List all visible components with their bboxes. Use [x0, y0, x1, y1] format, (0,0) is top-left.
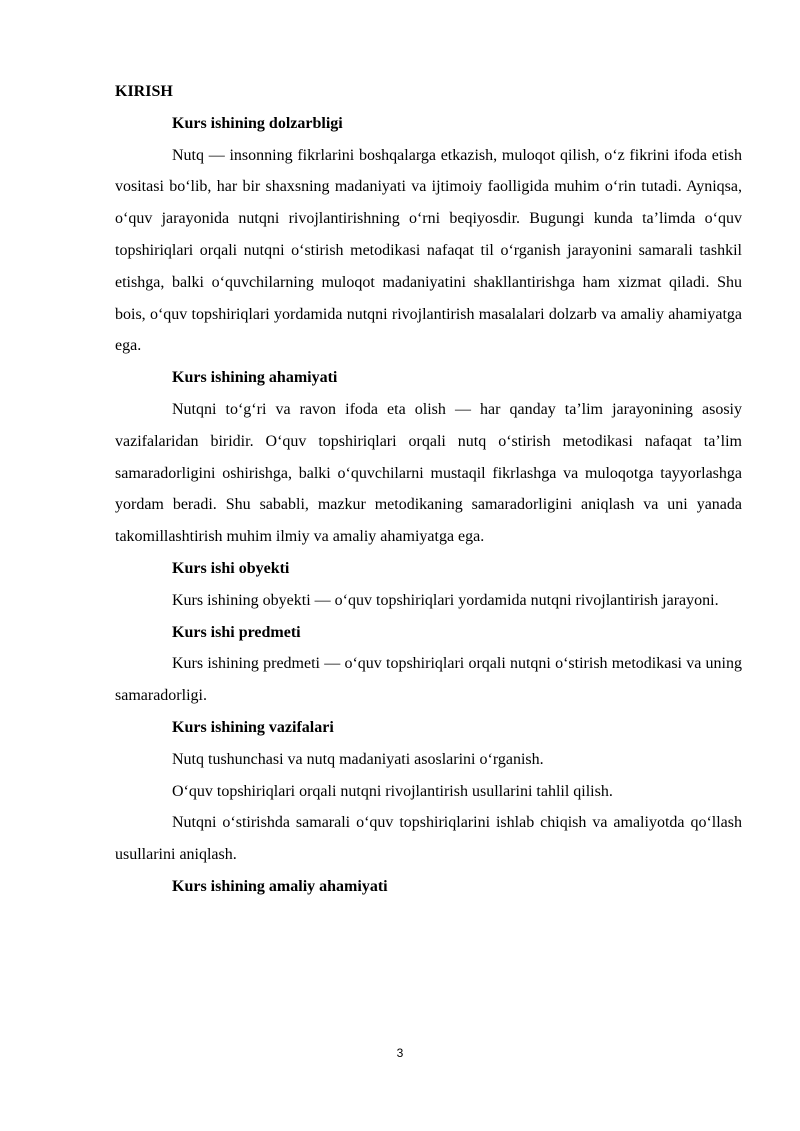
- paragraph-dolzarbligi: Nutq — insonning fikrlarini boshqalarga etkazish, muloqot qilish, o‘z fikrini ifoda etish vositasi bo‘lib, har bir shaxsning madaniyati va ijtimoiy faolligida muhim o‘rin tutadi. Ayniqsa, o‘quv jarayonida nutqni rivojlantirishning o‘rni beqiyosdir. Bugungi kunda ta’limda o‘quv topshiriqlari orqali nutqni o‘stirish metodikasi nafaqat til o‘rganish jarayonini samarali tashkil etishga, balki o‘quvchilarning muloqot madaniyatini shakllantirishga ham xizmat qiladi. Shu bois, o‘quv topshiriqlari yordamida nutqni rivojlantirish masalalari dolzarb va amaliy ahamiyatga ega.: [115, 146, 742, 355]
- section-heading-ahamiyati: Kurs ishining ahamiyati: [172, 369, 338, 387]
- section-heading-amaliy-ahamiyati: Kurs ishining amaliy ahamiyati: [172, 877, 388, 895]
- task-item-2: O‘quv topshiriqlari orqali nutqni rivojlantirish usullarini tahlil qilish.: [172, 782, 613, 800]
- task-item-3: Nutqni o‘stirishda samarali o‘quv topshiriqlarini ishlab chiqish va amaliyotda qo‘llash usullarini aniqlash.: [115, 814, 742, 864]
- section-heading-obyekti: Kurs ishi obyekti: [172, 559, 290, 577]
- paragraph-predmeti: Kurs ishining predmeti — o‘quv topshiriqlari orqali nutqni o‘stirish metodikasi va uning samaradorligi.: [115, 655, 742, 705]
- section-heading-vazifalari: Kurs ishining vazifalari: [172, 718, 334, 736]
- document-page: [115, 76, 742, 903]
- paragraph-obyekti: Kurs ishining obyekti — o‘quv topshiriqlari yordamida nutqni rivojlantirish jarayoni.: [172, 591, 719, 609]
- task-item-1: Nutq tushunchasi va nutq madaniyati asoslarini o‘rganish.: [172, 750, 544, 768]
- document-title: KIRISH: [115, 83, 173, 100]
- section-heading-dolzarbligi: Kurs ishining dolzarbligi: [172, 114, 343, 132]
- paragraph-ahamiyati: Nutqni to‘g‘ri va ravon ifoda eta olish — har qanday ta’lim jarayonining asosiy vazifalaridan biridir. O‘quv topshiriqlari orqali nutq o‘stirish metodikasi nafaqat ta’lim samaradorligini oshirishga, balki o‘quvchilarni mustaqil fikrlashga va muloqotga tayyorlashga yordam beradi. Shu sababli, mazkur metodikaning samaradorligini aniqlash va uni yanada takomillashtirish muhim ilmiy va amaliy ahamiyatga ega.: [115, 400, 742, 546]
- page-number: 3: [396, 1046, 404, 1060]
- section-heading-predmeti: Kurs ishi predmeti: [172, 623, 301, 641]
